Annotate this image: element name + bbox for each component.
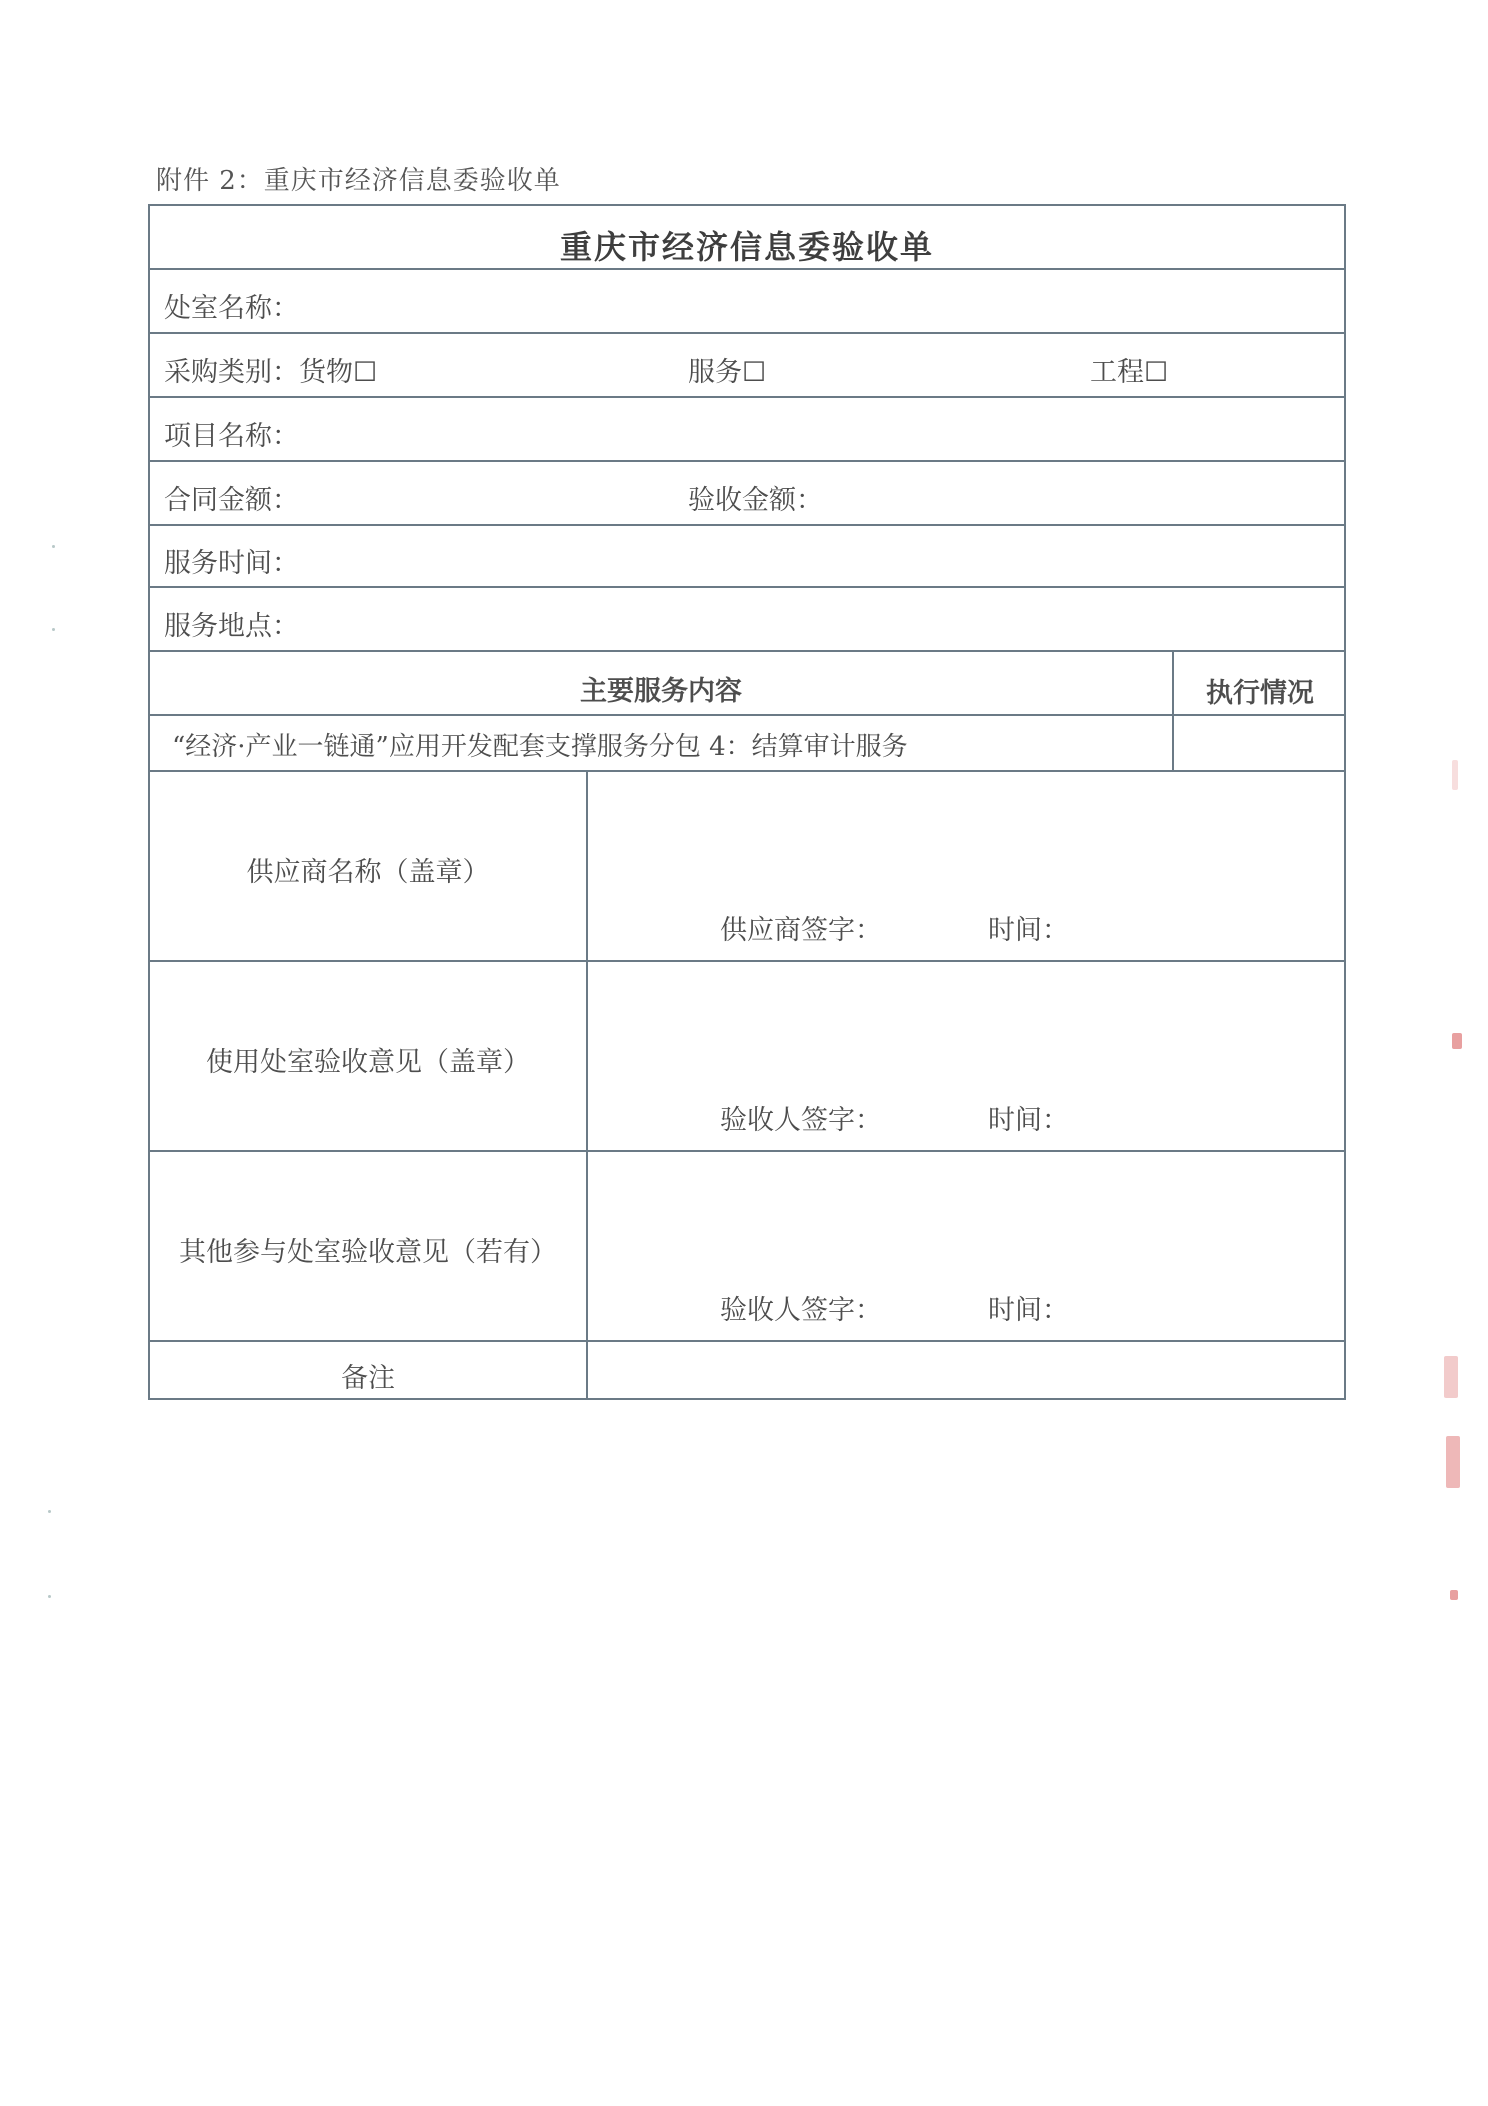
procurement-service-option[interactable]: 服务☐: [688, 357, 767, 388]
project-name-label: 项目名称：: [164, 421, 299, 452]
main-content-header: 主要服务内容: [580, 676, 742, 707]
supplier-row: [150, 772, 1344, 962]
seal-fragment: [1452, 760, 1458, 790]
seal-fragment: [1446, 1436, 1460, 1488]
scan-dot: [48, 1510, 51, 1513]
office-name-row: [150, 270, 1344, 334]
service-item-text: “经济·产业一链通”应用开发配套支撑服务分包 4：结算审计服务: [172, 732, 908, 762]
supplier-time-label: 时间：: [988, 915, 1069, 946]
other-office-row: [150, 1152, 1344, 1342]
supplier-signature-label: 供应商签字：: [720, 915, 882, 946]
user-office-signature-label: 验收人签字：: [720, 1105, 882, 1136]
remarks-row: [150, 1342, 1344, 1400]
execution-header: 执行情况: [1206, 678, 1314, 709]
contract-amount-label: 合同金额：: [164, 485, 299, 516]
scan-dot: [52, 545, 55, 548]
column-divider: [586, 772, 588, 960]
procurement-engineering-option[interactable]: 工程☐: [1090, 357, 1169, 388]
seal-fragment: [1444, 1356, 1458, 1398]
column-divider: [586, 1152, 588, 1340]
service-time-row: [150, 526, 1344, 588]
column-divider: [586, 962, 588, 1150]
service-location-row: [150, 588, 1344, 652]
scan-dot: [48, 1595, 51, 1598]
content-header-row: [150, 652, 1344, 716]
project-name-row: [150, 398, 1344, 462]
remarks-label: 备注: [341, 1363, 395, 1394]
form-title: 重庆市经济信息委验收单: [559, 228, 934, 266]
procurement-row: [150, 334, 1344, 398]
office-name-label: 处室名称：: [164, 293, 299, 324]
form-title-row: [150, 206, 1344, 270]
other-office-time-label: 时间：: [988, 1295, 1069, 1326]
acceptance-amount-label: 验收金额：: [688, 485, 823, 516]
attachment-title: 附件 2：重庆市经济信息委验收单: [156, 166, 561, 196]
acceptance-form: [148, 204, 1346, 1400]
seal-fragment: [1452, 1033, 1462, 1049]
user-office-label: 使用处室验收意见（盖章）: [206, 1047, 530, 1078]
service-item-row: [150, 716, 1344, 772]
seal-fragment: [1450, 1590, 1458, 1600]
procurement-goods-option[interactable]: 采购类别：货物☐: [164, 357, 378, 388]
service-location-label: 服务地点：: [164, 611, 299, 642]
scan-dot: [52, 628, 55, 631]
user-office-time-label: 时间：: [988, 1105, 1069, 1136]
other-office-label: 其他参与处室验收意见（若有）: [179, 1237, 557, 1268]
column-divider: [1172, 716, 1174, 770]
other-office-signature-label: 验收人签字：: [720, 1295, 882, 1326]
service-time-label: 服务时间：: [164, 548, 299, 579]
column-divider: [586, 1342, 588, 1400]
user-office-row: [150, 962, 1344, 1152]
supplier-label: 供应商名称（盖章）: [246, 857, 490, 888]
amount-row: [150, 462, 1344, 526]
